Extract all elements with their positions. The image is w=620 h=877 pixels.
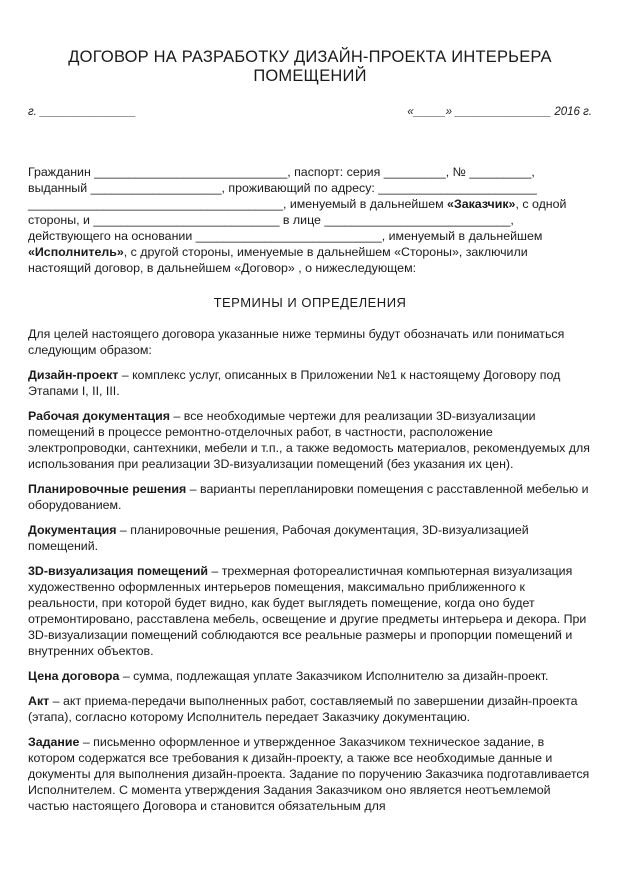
parties-line-4: стороны, и ___________________________ в лице ___________________________, xyxy=(28,213,514,227)
contractor-term: «Исполнитель» xyxy=(28,245,124,259)
definitions-body xyxy=(28,326,592,823)
definition-paragraph xyxy=(28,734,592,814)
definition-text: – трехмерная фотореалистичная компьютерная визуализация художественно оформленных интерьеров помещения, максимально приближенного к реальности, при которой будет видно, как будет выглядеть помещение, когда оно будет отремонтировано, расставлена мебель, освещение и другие предметы интерьера и декора. При 3D-визуализации помещений соблюдаются все реальные размеры и пропорции помещений и внутренних объектов. xyxy=(28,564,587,658)
definition-text: – комплекс услуг, описанных в Приложении №1 к настоящему Договору под Этапами I, II, III. xyxy=(28,368,561,398)
definition-term: Планировочные решения xyxy=(28,482,187,496)
definition-term: Дизайн-проект xyxy=(28,368,119,382)
definition-paragraph xyxy=(28,522,592,554)
definition-paragraph xyxy=(28,408,592,472)
definition-term: Документация xyxy=(28,523,117,537)
parties-line-5: действующего на основании ___________________________, именуемый в дальнейшем xyxy=(28,229,543,243)
parties-line-6: , с другой стороны, именуемые в дальнейшем «Стороны», заключили xyxy=(123,245,528,259)
definition-paragraph xyxy=(28,668,592,684)
definition-text: – варианты перепланировки помещения с расставленной мебелью и оборудованием. xyxy=(28,482,589,512)
definition-paragraph xyxy=(28,367,592,399)
city-field: г. _______________ xyxy=(28,106,136,118)
definition-paragraph xyxy=(28,481,592,513)
title-line-1: ДОГОВОР НА РАЗРАБОТКУ ДИЗАЙН-ПРОЕКТА ИНТЕРЬЕРА xyxy=(68,48,552,66)
section-title: ТЕРМИНЫ И ОПРЕДЕЛЕНИЯ xyxy=(213,295,407,310)
parties-line-3-end: , с одной xyxy=(515,197,567,211)
definition-term: Задание xyxy=(28,735,80,749)
definition-text: – акт приема-передачи выполненных работ, составляемый по завершении дизайн-проекта (этапа), согласно которому Исполнитель передает Заказчику документацию. xyxy=(28,694,578,724)
date-field: «_____» _______________ 2016 г. xyxy=(407,106,592,118)
definition-text: – письменно оформленное и утвержденное Заказчиком техническое задание, в котором содержатся все требования к дизайн-проекту, а также все необходимые данные и документы для выполнения дизайн-проекта. Задание по поручению Заказчика подготавливается Исполнителем. С момента утверждения Задания Заказчиком оно является неотъемлемой частью настоящего Договора и становится обязательным для xyxy=(28,735,590,813)
definition-text: – планировочные решения, Рабочая документация, 3D-визуализацией помещений. xyxy=(28,523,529,553)
definition-term: Рабочая документация xyxy=(28,409,170,423)
intro-paragraph: Для целей настоящего договора указанные ниже термины будут обозначать или пониматься следующим образом: xyxy=(28,327,565,357)
document-title xyxy=(30,48,590,86)
title-line-2: ПОМЕЩЕНИЙ xyxy=(253,67,367,85)
definition-term: Цена договора xyxy=(28,669,120,683)
parties-line-3: _____________________________________, именуемый в дальнейшем xyxy=(28,197,448,211)
parties-line-1: Гражданин ____________________________, паспорт: серия _________, № _________, xyxy=(28,165,535,179)
customer-term: «Заказчик» xyxy=(447,197,516,211)
definition-paragraph xyxy=(28,563,592,659)
definition-paragraph xyxy=(28,693,592,725)
parties-line-2: выданный ___________________, проживающий по адресу: _______________________ xyxy=(28,181,537,195)
definition-term: 3D-визуализация помещений xyxy=(28,564,208,578)
parties-paragraph xyxy=(28,164,588,276)
definition-text: – сумма, подлежащая уплате Заказчиком Исполнителю за дизайн-проект. xyxy=(119,669,549,683)
parties-line-7: настоящий договор, в дальнейшем «Договор» , о нижеследующем: xyxy=(28,261,417,275)
definition-term: Акт xyxy=(28,694,50,708)
definition-text: – все необходимые чертежи для реализации 3D-визуализации помещений в процессе ремонтно-отделочных работ, в частности, расположение электропроводки, сантехники, мебели и т.п., а также ведомость материалов, рекомендуемых для использования при реализации 3D-визуализации помещений (без указания их цен). xyxy=(28,409,590,471)
